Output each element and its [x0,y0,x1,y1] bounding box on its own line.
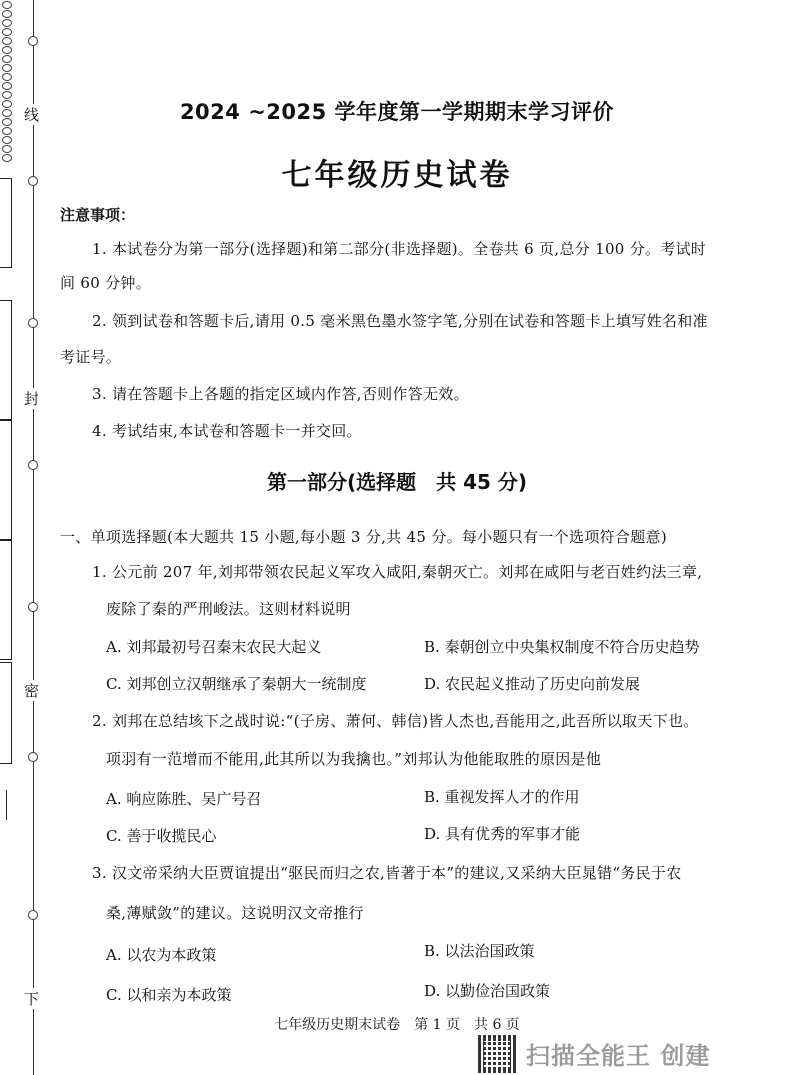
notice-item-1-cont: 间 60 分钟。 [60,274,152,292]
option-d: D. 农民起义推动了历史向前发展 [424,675,641,693]
info-box [0,540,12,660]
question-stem: 2. 刘邦在总结垓下之战时说:“(子房、萧何、韩信)皆人杰也,吾能用之,此吾所以取天下也。 [92,712,699,730]
notice-item-2: 2. 领到试卷和答题卡后,请用 0.5 毫米黑色墨水签字笔,分别在试卷和答题卡上填写姓名和准 [92,312,708,330]
option-c: C. 刘邦创立汉朝继承了秦朝大一统制度 [106,675,367,693]
option-b: B. 以法治国政策 [424,942,535,960]
option-c: C. 以和亲为本政策 [106,986,232,1004]
page-footer: 七年级历史期末试卷 第 1 页 共 6 页 [274,1017,520,1033]
part1-instruction: 一、单项选择题(本大题共 15 小题,每小题 3 分,共 45 分。每小题只有一个选项符合题意) [60,528,667,546]
option-d: D. 具有优秀的军事才能 [424,825,581,843]
margin-mark-xia: 下 [24,990,40,1008]
question-stem-cont: 废除了秦的严刑峻法。这则材料说明 [106,600,351,618]
option-b: B. 秦朝创立中央集权制度不符合历史趋势 [424,638,700,656]
part1-title: 第一部分(选择题 共 45 分) [266,470,528,494]
option-b: B. 重视发挥人才的作用 [424,788,580,806]
margin-mark-xian: 线 [24,106,40,124]
margin-mark-mi: 密 [24,682,40,700]
notice-item-2-cont: 考证号。 [60,348,122,366]
option-d: D. 以勤俭治国政策 [424,982,551,1000]
question-stem-cont: 项羽有一范增而不能用,此其所以为我擒也。”刘邦认为他能取胜的原因是他 [106,750,602,768]
notice-label: 注意事项： [60,206,136,224]
option-a: A. 响应陈胜、吴广号召 [106,790,262,808]
option-a: A. 刘邦最初号召秦末农民大起义 [106,638,322,656]
info-box [0,662,12,764]
question-stem-cont: 桑,薄赋敛”的建议。这说明汉文帝推行 [106,904,364,922]
exam-title: 2024 ~2025 学年度第一学期期末学习评价 [179,100,615,124]
option-a: A. 以农为本政策 [106,946,217,964]
margin-mark-feng: 封 [24,390,40,408]
margin-circle [28,318,38,328]
scanner-watermark: 扫描全能王 创建 [526,1042,711,1070]
info-box [0,300,12,420]
question-stem: 1. 公元前 207 年,刘邦带领农民起义军攻入咸阳,秦朝灭亡。刘邦在咸阳与老百姓约法三章, [92,563,703,581]
punch-holes [0,0,20,163]
margin-circle [28,910,38,920]
notice-item-3: 3. 请在答题卡上各题的指定区域内作答,否则作答无效。 [92,385,469,403]
option-c: C. 善于收揽民心 [106,827,217,845]
margin-tick [6,790,7,820]
qr-code-pattern [484,1041,510,1067]
margin-circle [28,602,38,612]
notice-item-4: 4. 考试结束,本试卷和答题卡一并交回。 [92,422,362,440]
margin-circle [28,36,38,46]
notice-item-1: 1. 本试卷分为第一部分(选择题)和第二部分(非选择题)。全卷共 6 页,总分 100 分。考试时 [92,240,707,258]
paper-title: 七年级历史试卷 [281,158,513,193]
margin-circle [28,752,38,762]
question-stem: 3. 汉文帝采纳大臣贾谊提出“驱民而归之农,皆著于本”的建议,又采纳大臣晁错“务民于农 [92,864,682,882]
